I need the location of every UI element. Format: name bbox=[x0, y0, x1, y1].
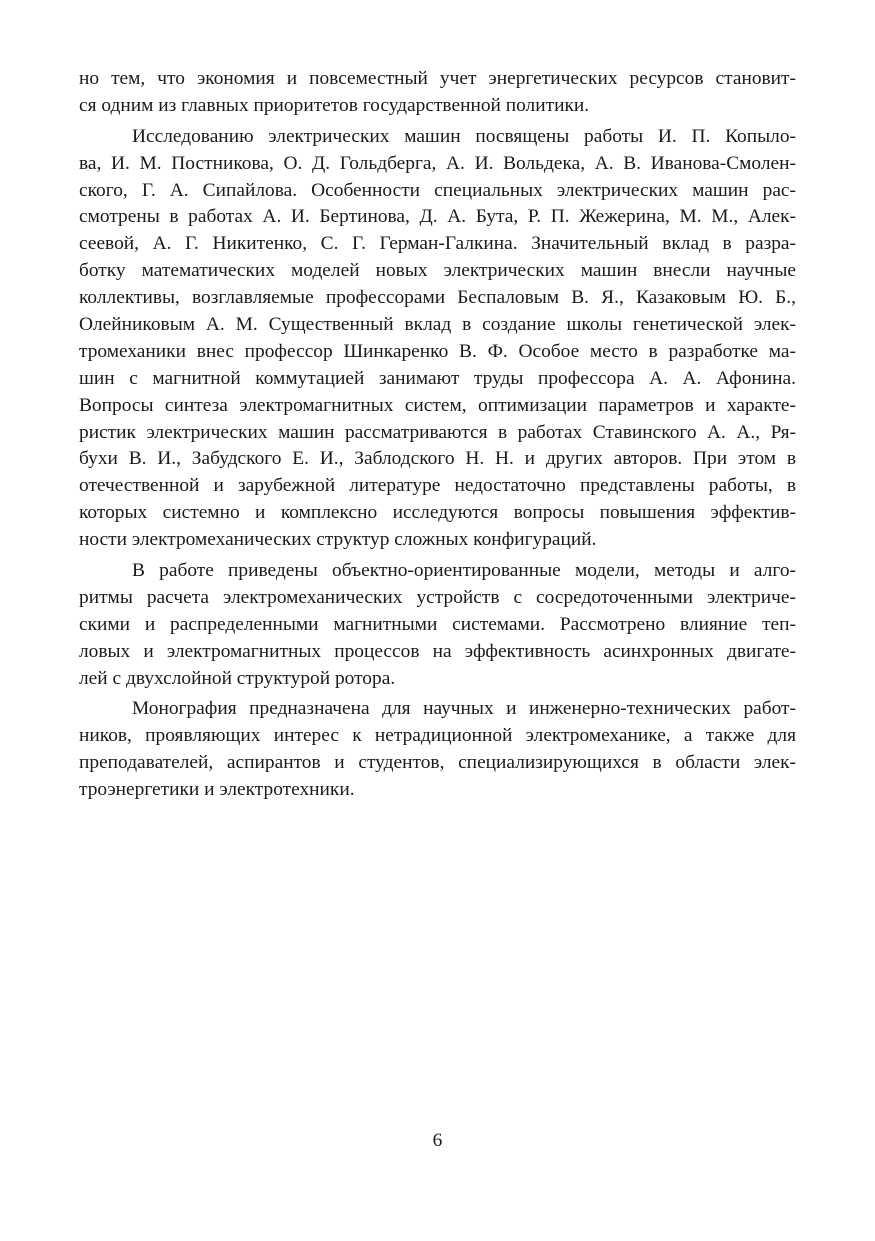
paragraph-3 bbox=[79, 558, 796, 692]
text-line: тромеханики внес профессор Шинкаренко В. Ф. Особое место в разработке ма- bbox=[79, 340, 796, 362]
text-line: коллективы, возглавляемые профессорами Беспаловым В. Я., Казаковым Ю. Б., bbox=[79, 287, 796, 309]
page-number: 6 bbox=[432, 1130, 443, 1151]
text-line: отечественной и зарубежной литературе недостаточно представлены работы, в bbox=[79, 475, 796, 497]
text-line: ритмы расчета электромеханических устройств с сосредоточенными электриче- bbox=[79, 586, 796, 608]
text-line: ристик электрических машин рассматриваются в работах Ставинского А. А., Ря- bbox=[79, 421, 796, 443]
text-line: но тем, что экономия и повсеместный учет энергетических ресурсов становит- bbox=[79, 68, 796, 89]
text-line: ботку математических моделей новых электрических машин внесли научные bbox=[79, 260, 796, 282]
text-line: сеевой, А. Г. Никитенко, С. Г. Герман-Галкина. Значительный вклад в разра- bbox=[79, 233, 796, 255]
text-line: ности электромеханических структур сложных конфигураций. bbox=[79, 529, 597, 551]
text-line: смотрены в работах А. И. Бертинова, Д. А. Бута, Р. П. Жежерина, М. М., Алек- bbox=[79, 206, 796, 228]
text-line: ников, проявляющих интерес к нетрадиционной электромеханике, а также для bbox=[79, 725, 796, 747]
text-line: Вопросы синтеза электромагнитных систем, оптимизации параметров и характе- bbox=[79, 394, 796, 416]
text-line: шин с магнитной коммутацией занимают труды профессора А. А. Афонина. bbox=[79, 367, 796, 389]
text-line: Олейниковым А. М. Существенный вклад в создание школы генетической элек- bbox=[79, 314, 796, 336]
text-line: скими и распределенными магнитными системами. Рассмотрено влияние теп- bbox=[79, 613, 796, 635]
body-text bbox=[79, 66, 796, 804]
text-line: преподавателей, аспирантов и студентов, специализирующихся в области элек- bbox=[79, 752, 796, 774]
text-line: ся одним из главных приоритетов государственной политики. bbox=[79, 94, 590, 116]
paragraph-1 bbox=[79, 66, 796, 120]
text-line: лей с двухслойной структурой ротора. bbox=[79, 667, 396, 689]
paragraph-2 bbox=[79, 124, 796, 554]
text-line: Исследованию электрических машин посвящены работы И. П. Копыло- bbox=[132, 125, 796, 147]
text-line: ского, Г. А. Сипайлова. Особенности специальных электрических машин рас- bbox=[79, 179, 796, 201]
paragraph-4 bbox=[79, 696, 796, 804]
text-line: которых системно и комплексно исследуются вопросы повышения эффектив- bbox=[79, 502, 796, 524]
text-line: ловых и электромагнитных процессов на эффективность асинхронных двигате- bbox=[79, 640, 796, 662]
text-line: Монография предназначена для научных и инженерно-технических работ- bbox=[132, 698, 796, 720]
text-line: В работе приведены объектно-ориентированные модели, методы и алго- bbox=[132, 560, 796, 582]
text-line: бухи В. И., Забудского Е. И., Заблодского Н. Н. и других авторов. При этом в bbox=[79, 448, 796, 470]
text-line: троэнергетики и электротехники. bbox=[79, 779, 355, 801]
text-line: ва, И. М. Постникова, О. Д. Гольдберга, А. И. Вольдека, А. В. Иванова-Смолен- bbox=[79, 152, 796, 174]
